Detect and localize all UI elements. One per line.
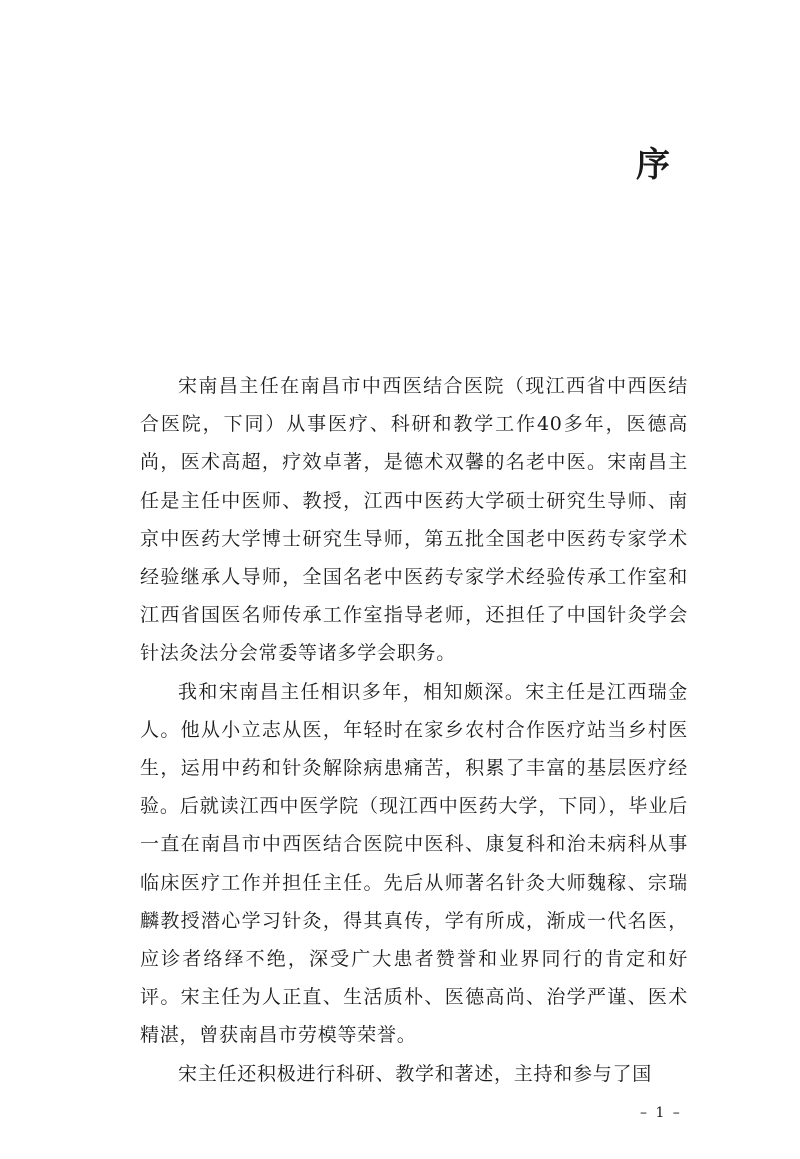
- body-text: [140, 367, 688, 1093]
- page-number: – 1 –: [640, 1105, 682, 1121]
- paragraph-3: 宋主任还积极进行科研、教学和著述，主持和参与了国: [178, 1062, 653, 1085]
- paragraph-1: 宋南昌主任在南昌市中西医结合医院（现江西省中西医结合医院，下同）从事医疗、科研和教学工作40多年，医德高尚，医术高超，疗效卓著，是德术双馨的名老中医。宋南昌主任是主任中医师、教授，江西中医药大学硕士研究生导师、南京中医药大学博士研究生导师，第五批全国老中医药专家学术经验继承人导师，全国名老中医药专家学术经验传承工作室和江西省国医名师传承工作室指导老师，还担任了中国针灸学会针法灸法分会常委等诸多学会职务。: [140, 375, 688, 665]
- page-title: 序: [636, 145, 670, 185]
- paragraph-2: 我和宋南昌主任相识多年，相知颇深。宋主任是江西瑞金人。他从小立志从医，年轻时在家乡农村合作医疗站当乡村医生，运用中药和针灸解除病患痛苦，积累了丰富的基层医疗经验。后就读江西中医学院（现江西中医药大学，下同），毕业后一直在南昌市中西医结合医院中医科、康复科和治未病科从事临床医疗工作并担任主任。先后从师著名针灸大师魏稼、宗瑞麟教授潜心学习针灸，得其真传，学有所成，渐成一代名医，应诊者络绎不绝，深受广大患者赞誉和业界同行的肯定和好评。宋主任为人正直、生活质朴、医德高尚、治学严谨、医术精湛，曾获南昌市劳模等荣誉。: [140, 680, 688, 1047]
